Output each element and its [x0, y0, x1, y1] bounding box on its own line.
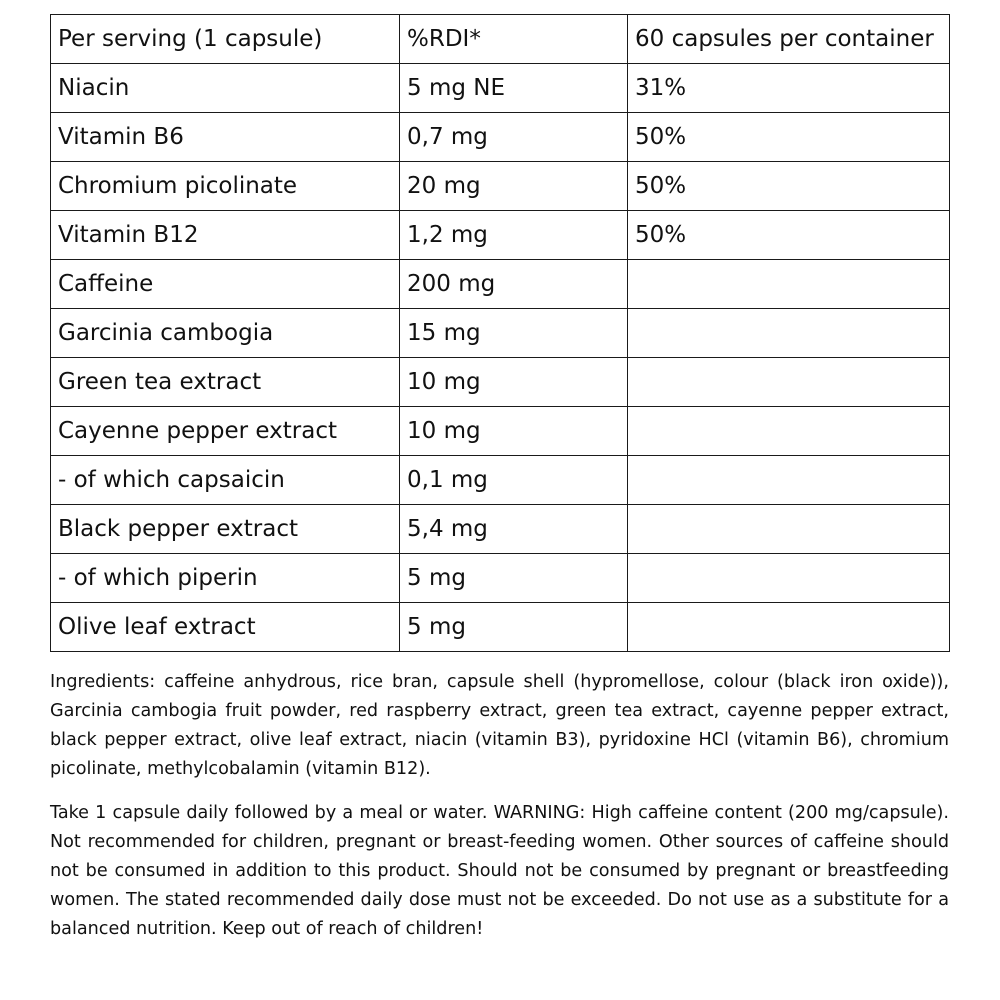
- nutrient-name: Vitamin B6: [51, 113, 400, 162]
- table-row: [51, 113, 950, 162]
- nutrient-amount: 20 mg: [400, 162, 628, 211]
- table-row: [51, 260, 950, 309]
- nutrient-amount: 0,7 mg: [400, 113, 628, 162]
- table-row: [51, 309, 950, 358]
- table-row: [51, 603, 950, 652]
- nutrient-amount: 15 mg: [400, 309, 628, 358]
- nutrient-name: Niacin: [51, 64, 400, 113]
- nutrient-rdi: 50%: [628, 211, 950, 260]
- table-row: [51, 358, 950, 407]
- nutrient-amount: 1,2 mg: [400, 211, 628, 260]
- nutrient-rdi: [628, 554, 950, 603]
- nutrient-rdi: [628, 309, 950, 358]
- header-per-serving: Per serving (1 capsule): [51, 15, 400, 64]
- table-row: [51, 64, 950, 113]
- header-rdi: %RDI*: [400, 15, 628, 64]
- supplement-facts-document: [50, 14, 949, 944]
- nutrient-rdi: 50%: [628, 113, 950, 162]
- table-row: [51, 162, 950, 211]
- nutrient-rdi: [628, 407, 950, 456]
- nutrient-name: Black pepper extract: [51, 505, 400, 554]
- table-row: [51, 456, 950, 505]
- nutrient-amount: 5 mg: [400, 554, 628, 603]
- nutrient-rdi: 50%: [628, 162, 950, 211]
- nutrient-rdi: [628, 456, 950, 505]
- nutrition-table: [50, 14, 950, 652]
- nutrient-amount: 5 mg: [400, 603, 628, 652]
- nutrient-name: Vitamin B12: [51, 211, 400, 260]
- nutrient-name: Green tea extract: [51, 358, 400, 407]
- nutrient-rdi: [628, 505, 950, 554]
- nutrient-amount: 0,1 mg: [400, 456, 628, 505]
- nutrient-name: Caffeine: [51, 260, 400, 309]
- table-row: [51, 211, 950, 260]
- nutrient-amount: 5,4 mg: [400, 505, 628, 554]
- nutrient-rdi: [628, 260, 950, 309]
- header-capsules-per-container: 60 capsules per container: [628, 15, 950, 64]
- nutrient-rdi: [628, 358, 950, 407]
- table-row: [51, 505, 950, 554]
- nutrient-amount: 200 mg: [400, 260, 628, 309]
- nutrient-name: - of which piperin: [51, 554, 400, 603]
- nutrient-amount: 10 mg: [400, 358, 628, 407]
- nutrient-name: Chromium picolinate: [51, 162, 400, 211]
- directions-warning-paragraph: Take 1 capsule daily followed by a meal or water. WARNING: High caffeine content (200 mg/capsule). Not recommended for children, pregnant or breast-feeding women. Other sources of caffeine should not be consumed in addition to this product. Should not be consumed by pregnant or breastfeeding women. The stated recommended daily dose must not be exceeded. Do not use as a substitute for a balanced nutrition. Keep out of reach of children!: [50, 803, 949, 939]
- nutrient-rdi: [628, 603, 950, 652]
- nutrient-name: Olive leaf extract: [51, 603, 400, 652]
- table-row: [51, 407, 950, 456]
- ingredients-paragraph: Ingredients: caffeine anhydrous, rice bran, capsule shell (hypromellose, colour (black iron oxide)), Garcinia cambogia fruit powder, red raspberry extract, green tea extract, cayenne pepper extract, black pepper extract, olive leaf extract, niacin (vitamin B3), pyridoxine HCl (vitamin B6), chromium picolinate, methylcobalamin (vitamin B12).: [50, 672, 949, 779]
- table-header-row: [51, 15, 950, 64]
- nutrient-amount: 5 mg NE: [400, 64, 628, 113]
- nutrient-name: Cayenne pepper extract: [51, 407, 400, 456]
- nutrient-name: Garcinia cambogia: [51, 309, 400, 358]
- table-row: [51, 554, 950, 603]
- nutrient-rdi: 31%: [628, 64, 950, 113]
- nutrient-amount: 10 mg: [400, 407, 628, 456]
- nutrient-name: - of which capsaicin: [51, 456, 400, 505]
